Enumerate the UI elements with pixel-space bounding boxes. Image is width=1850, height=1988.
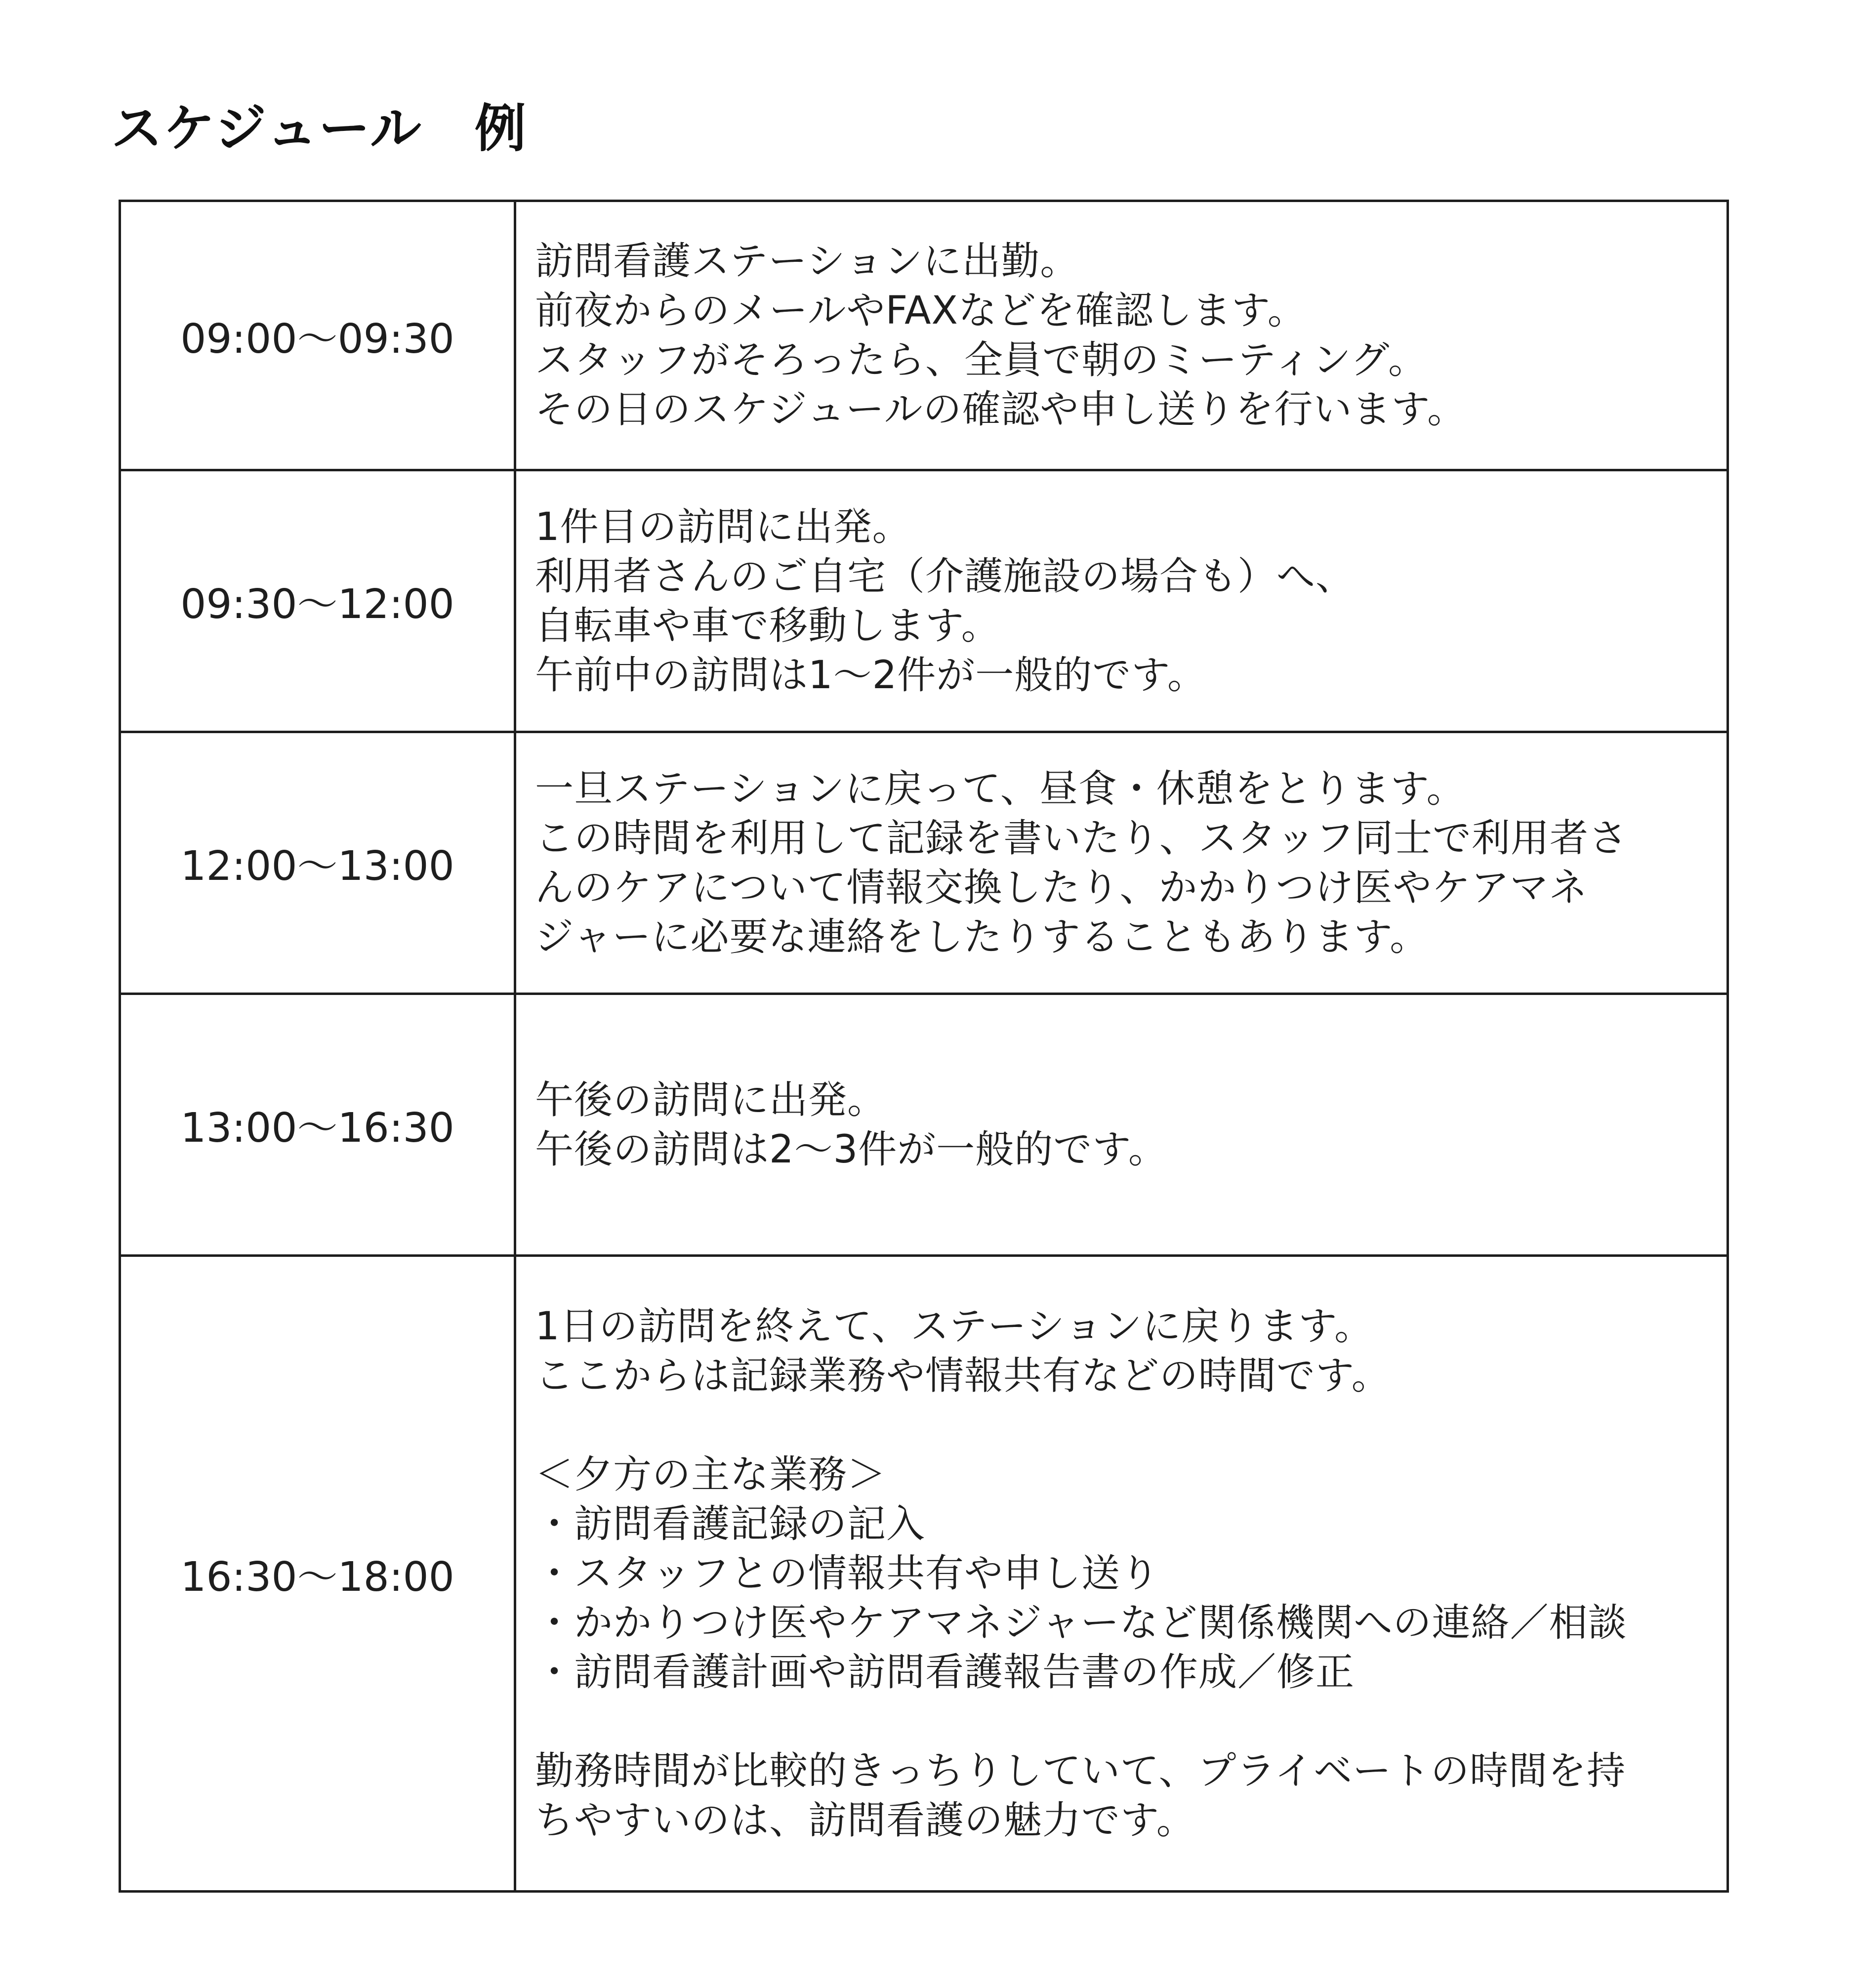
- activity-cell: [515, 994, 1728, 1256]
- time-slot: 16:30〜18:00: [120, 1256, 515, 1892]
- time-slot: 12:00〜13:00: [120, 732, 515, 994]
- activity-description: 1日の訪問を終えて、ステーションに戻ります。 ここからは記録業務や情報共有などの時間です。 ＜夕方の主な業務＞ ・訪問看護記録の記入 ・スタッフとの情報共有や申し送り ・かかりつけ医やケアマネジャーなど関係機関への連絡／相談 ・訪問看護計画や訪問看護報告書の作成／修正 勤務時間が比較的きっちりしていて、プライベートの時間を持 ちやすいのは、訪問看護の魅力です。: [535, 1304, 1627, 1843]
- time-slot: 13:00〜16:30: [120, 994, 515, 1256]
- table-row: [120, 994, 1728, 1256]
- page-title: スケジュール 例: [111, 98, 527, 159]
- table-row: [120, 732, 1728, 994]
- activity-description: 午後の訪問に出発。 午後の訪問は2〜3件が一般的です。: [535, 1077, 1168, 1172]
- activity-cell: [515, 201, 1728, 470]
- schedule-table: [119, 200, 1729, 1893]
- time-slot: 09:00〜09:30: [120, 201, 515, 470]
- activity-cell: [515, 732, 1728, 994]
- activity-description: 訪問看護ステーションに出勤。 前夜からのメールやFAXなどを確認します。 スタッフがそろったら、全員で朝のミーティング。 その日のスケジュールの確認や申し送りを行います。: [535, 239, 1467, 432]
- table-row: [120, 1256, 1728, 1892]
- activity-description: 1件目の訪問に出発。 利用者さんのご自宅（介護施設の場合も）へ、 自転車や車で移動します。 午前中の訪問は1〜2件が一般的です。: [535, 504, 1355, 698]
- table-row: [120, 470, 1728, 732]
- activity-cell: [515, 470, 1728, 732]
- activity-cell: [515, 1256, 1728, 1892]
- table-row: [120, 201, 1728, 470]
- time-slot: 09:30〜12:00: [120, 470, 515, 732]
- activity-description: 一旦ステーションに戻って、昼食・休憩をとります。 この時間を利用して記録を書いたり、スタッフ同士で利用者さ んのケアについて情報交換したり、かかりつけ医やケアマネ ジャーに必要な連絡をしたりすることもあります。: [535, 766, 1628, 959]
